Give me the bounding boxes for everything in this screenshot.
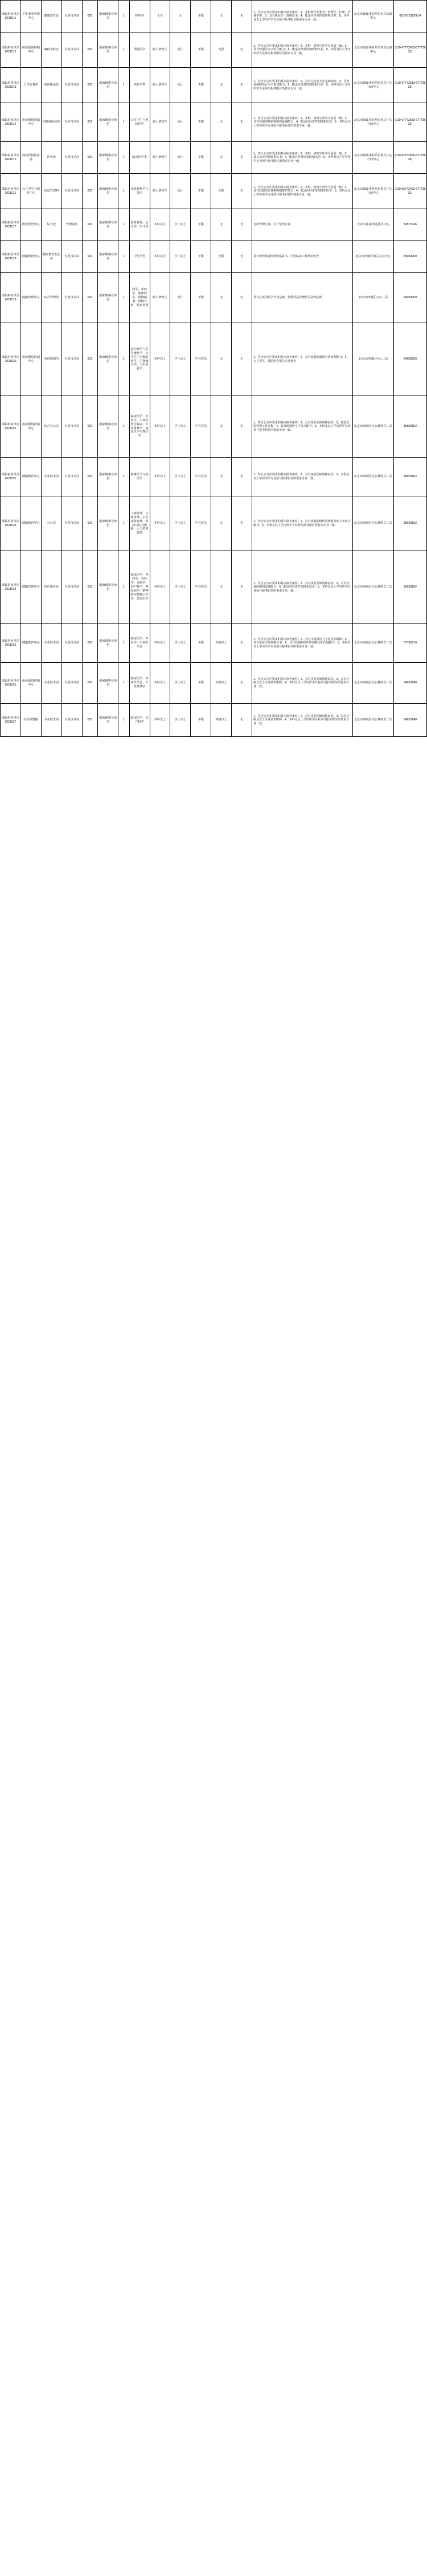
cell-备注: 1、符合公告中要求的基本报考条件；2、具有执业医师资格证书；3、熟悉医院管理工作流程；4、具有较强的文字综合能力；5、本科及以上学历所学专业须与报考职位所要求专业一致。 [252,396,353,458]
cell-备注: 1、符合公告中要求的基本报考条件；2、本科、研究生所学专业需一致；3、具有执业医师资格证书；4、能适应经常性加班和出差；5、本科及以上学历所学专业须与报考职位所要求专业一致。 [252,142,353,174]
table-row [1,32,427,68]
cell-职位代码: 001 [82,663,98,704]
job-listing-sheet [0,0,427,737]
cell-用人司局: 医疗服务处 [41,551,61,624]
cell-基层工作最低年限: 无限 [211,32,232,68]
table-row [1,273,427,323]
cell-服务基层项目工作经历: 无 [232,663,252,704]
cell-职位简介: 国家级事业单位 [98,32,118,68]
cell-考试地点: 北京市西城区办公二层 [352,273,393,323]
cell-单位名称: 健康教育中心 [20,496,41,551]
cell-招考人数: 1 [118,68,129,103]
cell-职位名称: 专业技术岗 [61,68,82,103]
cell-招考人数: 1 [118,663,129,704]
cell-咨询电话: (010-67773633-67773633) [393,103,426,142]
cell-单位名称: 健康教育中心 [20,458,41,496]
cell-职位名称: 专业技术岗 [61,273,82,323]
cell-职位简介: 国家级事业单位 [98,1,118,32]
cell-学位: 硕士 [170,68,191,103]
cell-政治面貌: 中共党员 [191,458,211,496]
cell-政治面貌: 不限 [191,209,211,241]
cell-职位代码: 001 [82,551,98,624]
cell-职位代码: 001 [82,396,98,458]
cell-考试地点: 北京市西城区办公楼机关二层 [352,496,393,551]
cell-单位名称: 西苑医院院务处 [20,142,41,174]
cell-用人司局: 专业技术岗 [41,704,61,737]
table-row [1,142,427,174]
cell-考试地点: 北京市西城区办公楼机关二层 [352,551,393,624]
cell-基层工作最低年限: 无 [211,323,232,396]
table-row [1,174,427,209]
cell-咨询电话: 85950152 [393,458,426,496]
cell-服务基层项目工作经历: 无 [232,396,252,458]
cell-考试地点: 北京市西城区办公楼机关二层 [352,624,393,663]
cell-学历: 本科以上 [150,209,170,241]
cell-专业: 护理学 [129,1,150,32]
cell-政治面貌: 不限 [191,32,211,68]
cell-咨询电话: 84033950 [393,323,426,396]
cell-招考人数: 1 [118,174,129,209]
cell-学历: 大专 [150,1,170,32]
cell-招考人数: 1 [118,496,129,551]
cell-咨询电话: 85950152 [393,496,426,551]
cell-专业: 流行病学与卫生统计学、公共卫生与预防医学、生物统计学、卫生检验学 [129,323,150,396]
cell-学位: 学士以上 [170,704,191,737]
cell-学历: 本科以上 [150,458,170,496]
cell-学位: 学士以上 [170,551,191,624]
cell-备注: 1、符合公告中要求的基本报考条件；2、具有较强的数据分析处理能力；3、公共卫生、预防医学相关专业优先 [252,323,353,396]
cell-专业: 临床医学、中医学、中西医结合 [129,624,150,663]
cell-服务基层项目工作经历: 无 [232,624,252,663]
cell-备注: 1、符合公告中要求的基本报考条件；2、具有执业医师资格证书；3、具有较强的组织协调能力；4、能适应经常性加班和出差；5、本科及以上学历所学专业须与报考职位所要求专业一致。 [252,551,353,624]
cell-专业: 预防医学 [129,32,150,68]
cell-职位简介: 国家级事业单位 [98,209,118,241]
cell-职位简介: 国家级事业单位 [98,142,118,174]
cell-职位名称: 专业技术岗 [61,396,82,458]
cell-考试地点: 北京市西城区机关办公中心 [352,241,393,273]
cell-学位: 学士以上 [170,458,191,496]
cell-招考人数: 1 [118,624,129,663]
cell-咨询电话: 84572046 [393,209,426,241]
cell-政治面貌: 中共党员 [191,396,211,458]
cell-备注: 具有中医执业医师资格证书，中医临床工作经验优先 [252,241,353,273]
cell-政治面貌: 不限 [191,174,211,209]
cell-职位名称: 专业技术岗 [61,241,82,273]
cell-专业: 临床医学、中医学、中西医结合临床、针灸推拿学、康复医学与理疗学 [129,396,150,458]
cell-招考人数: 1 [118,323,129,396]
cell-职位简介: 国家级事业单位 [98,241,118,273]
cell-单位代码: 部属事业单位2021024 [1,551,21,624]
cell-咨询电话: 84952140 [393,663,426,704]
table-row [1,496,427,551]
cell-职位代码: 001 [82,103,98,142]
cell-学历: 硕士研究生 [150,68,170,103]
cell-学历: 硕士研究生 [150,142,170,174]
cell-用人司局: 综合管理处 [41,273,61,323]
cell-单位名称: 疾病预防控制中心 [20,396,41,458]
cell-学位: 硕士 [170,174,191,209]
cell-咨询电话: 67782914 [393,624,426,663]
cell-咨询电话: (010-67773633-67773633) [393,32,426,68]
cell-备注: 1、符合公告中要求的基本报考条件；2、具有执业医师资格证书；3、本科及以上学历所学专业须与报考职位所要求专业一致。 [252,458,353,496]
cell-咨询电话: (010-62772460-67773633) [393,142,426,174]
job-listing-table [0,0,427,737]
cell-招考人数: 1 [118,241,129,273]
cell-专业: 公共卫生与预防医学 [129,103,150,142]
cell-职位名称: 专业技术岗 [61,323,82,396]
cell-服务基层项目工作经历: 无 [232,209,252,241]
cell-职位代码: 001 [82,624,98,663]
cell-招考人数: 1 [118,103,129,142]
cell-职位简介: 国家级事业单位 [98,496,118,551]
cell-单位代码: 部属事业单位2021016 [1,174,21,209]
cell-考试地点: 北京市西城区办公二层 [352,323,393,396]
cell-招考人数: 1 [118,396,129,458]
cell-基层工作最低年限: 无 [211,68,232,103]
cell-考试地点: 北京市西城区办公楼机关二层 [352,458,393,496]
cell-专业: 临床医学、妇产科学 [129,704,150,737]
cell-备注: 1、符合公告中要求的基本报考条件；2、具有中级及以上专业技术职称；3、具有执业医师资格证书；4、具有较强的组织协调能力和沟通能力；5、本科及以上学历所学专业须与报考职位所要求专业一致。 [252,624,353,663]
cell-政治面貌: 中共党员 [191,496,211,551]
cell-职位名称: 专业技术岗 [61,663,82,704]
cell-职位代码: 001 [82,323,98,396]
cell-服务基层项目工作经历: 无 [232,174,252,209]
cell-专业: 计算机科学与技术 [129,174,150,209]
cell-单位名称: 疾病预防控制中心 [20,103,41,142]
cell-用人司局: 专业技术岗 [41,458,61,496]
table-row [1,704,427,737]
cell-单位名称: 健康管理中心 [20,551,41,624]
cell-职位代码: 001 [82,496,98,551]
cell-单位名称: 疾病预防控制中心 [20,32,41,68]
cell-政治面貌: 不限 [191,103,211,142]
cell-学位: 学士以上 [170,663,191,704]
cell-基层工作最低年限: 无 [211,1,232,32]
cell-招考人数: 1 [118,273,129,323]
cell-咨询电话: 85950152 [393,551,426,624]
cell-考试地点: 北京市部属事业单位机关中心行政中心 [352,103,393,142]
cell-服务基层项目工作经历: 无 [232,704,252,737]
cell-职位名称: 专业技术岗 [61,551,82,624]
table-row [1,68,427,103]
cell-职位代码: 001 [82,273,98,323]
cell-基层工作最低年限: 无 [211,551,232,624]
cell-单位代码: 部属事业单位2021025 [1,624,21,663]
cell-学位: 学士以上 [170,396,191,458]
cell-职位简介: 国家级事业单位 [98,624,118,663]
cell-单位代码: 部属事业单位2021019 [1,273,21,323]
cell-政治面貌: 不限 [191,704,211,737]
cell-职位简介: 国家级事业单位 [98,68,118,103]
cell-备注: 1、符合公告中要求的基本报考条件；2、本科、研究生所学专业需一致；3、具有较强的科研和组织协调能力；4、能适应经常性加班和出差；5、本科及以上学历所学专业须与报考职位所要求专业一致。 [252,103,353,142]
table-row [1,551,427,624]
cell-基层工作最低年限: 无限 [211,241,232,273]
cell-职位代码: 001 [82,704,98,737]
cell-用人司局: 结核病防治所 [41,103,61,142]
table-row [1,209,427,241]
cell-用人司局: 综合办公室 [41,396,61,458]
cell-备注: 1、符合公告中要求的基本报考条件；2、具有较强的组织协调能力和文字综合能力；3、本科及以上学历所学专业须与报考职位所要求专业一致。 [252,496,353,551]
cell-招考人数: 1 [118,551,129,624]
cell-政治面貌: 不限 [191,624,211,663]
cell-基层工作最低年限: 无 [211,209,232,241]
cell-专业: 工商管理、行政管理、公共事业管理、劳动与社会保障、人力资源管理 [129,496,150,551]
cell-政治面貌: 不限 [191,241,211,273]
cell-学历: 本科以上 [150,496,170,551]
cell-职位简介: 国家级事业单位 [98,704,118,737]
cell-学历: 本科以上 [150,241,170,273]
cell-用人司局: 健康教育处 [41,1,61,32]
cell-职位代码: 001 [82,174,98,209]
cell-职位名称: 专业技术岗 [61,103,82,142]
cell-职位代码: 001 [82,1,98,32]
cell-职位代码: 001 [82,32,98,68]
cell-基层工作最低年限: 无限 [211,174,232,209]
cell-单位代码: 部属事业单位2021015 [1,142,21,174]
cell-基层工作最低年限: 中级以上 [211,704,232,737]
cell-职位名称: 专业技术岗 [61,142,82,174]
cell-基层工作最低年限: 无 [211,396,232,458]
cell-学位: 硕士 [170,32,191,68]
cell-咨询电话: 85950152 [393,396,426,458]
table-row [1,103,427,142]
cell-用人司局: 综合处 [41,209,61,241]
table-row [1,458,427,496]
table-row [1,1,427,32]
cell-单位代码: 部属事业单位2021013 [1,68,21,103]
cell-单位代码: 部属事业单位2021026 [1,663,21,704]
cell-服务基层项目工作经历: 无 [232,273,252,323]
cell-职位名称: 专业技术岗 [61,174,82,209]
cell-基层工作最低年限: 无 [211,142,232,174]
cell-服务基层项目工作经历: 无 [232,496,252,551]
cell-单位名称: 健康教育中心 [20,241,41,273]
cell-备注: 1、符合公告中要求的基本报考条件；2、本科、研究生所学专业需一致；3、具有较强的计算机网络维护能力；4、能适应经常性加班和出差；5、本科及以上学历所学专业须与报考职位所要求专业一致。 [252,174,353,209]
cell-服务基层项目工作经历: 无 [232,103,252,142]
cell-单位名称: 疾病预防控制中心 [20,663,41,704]
cell-招考人数: 1 [118,1,129,32]
cell-咨询电话: 84033950 [393,273,426,323]
cell-备注: 1、符合公告中要求的基本报考条件；2、具有执业医师资格证书；3、具有中级及以上专业技术职称；4、本科及以上学历所学专业须与报考职位所要求专业一致。 [252,704,353,737]
cell-单位代码: 部属事业单位2021020 [1,323,21,396]
cell-单位代码: 部属事业单位2021022 [1,458,21,496]
cell-服务基层项目工作经历: 无 [232,551,252,624]
cell-学历: 本科以上 [150,323,170,396]
cell-基层工作最低年限: 无 [211,496,232,551]
cell-备注: 1、符合公告中要求的基本报考条件；2、具有扎实的专业基础知识；3、具有较强的语言文字表达能力；4、能适应经常性加班和出差；5、本科及以上学历所学专业须与报考职位所要求专业一致。 [252,68,353,103]
cell-专业: 药学、中药学、临床药学、药物制剂、药物分析、药事管理 [129,273,150,323]
cell-用人司局: 信息管理科 [41,174,61,209]
cell-职位代码: 001 [82,142,98,174]
table-row [1,323,427,396]
cell-招考人数: 1 [118,32,129,68]
cell-学历: 本科以上 [150,396,170,458]
cell-专业: 财务管理、会计学、审计学 [129,209,150,241]
cell-学历: 硕士研究生 [150,103,170,142]
cell-服务基层项目工作经历: 无 [232,323,252,396]
cell-备注: 1、符合公告中要求的基本报考条件；2、本科、研究生所学专业需一致；3、具有较强的文字综合能力；4、能适应经常性加班和出差；5、本科及以上学历所学专业须与报考职位所要求专业一致。 [252,32,353,68]
cell-考试地点: 北京市部属事业单位机关行政中心 [352,1,393,32]
cell-考试地点: 北京市部属事业单位机关中心行政中心 [352,68,393,103]
cell-职位名称: 专业技术岗 [61,496,82,551]
cell-职位名称: 专业技术岗 [61,32,82,68]
cell-单位名称: 医政医管中心 [20,209,41,241]
cell-专业: 中医学类 [129,241,150,273]
cell-职位代码: 001 [82,241,98,273]
cell-学历: 硕士研究生 [150,32,170,68]
cell-用人司局: 专业技术岗 [41,624,61,663]
cell-学位: 硕士 [170,103,191,142]
cell-基层工作最低年限: 中级以上 [211,663,232,704]
cell-考试地点: 北京市西城区办公楼机关二层 [352,663,393,704]
cell-考试地点: 北京市部属事业单位机关中心行政中心 [352,142,393,174]
cell-基层工作最低年限: 无 [211,273,232,323]
cell-学位: 学士以上 [170,323,191,396]
cell-基层工作最低年限: 无 [211,458,232,496]
cell-单位代码: 部属事业单位2021017 [1,209,21,241]
cell-用人司局: 免疫规划所 [41,323,61,396]
cell-单位名称: 公共卫生与预防中心 [20,174,41,209]
cell-基层工作最低年限: 中级以上 [211,624,232,663]
cell-单位代码: 部属事业单位2021012 [1,32,21,68]
cell-职位简介: 国家级事业单位 [98,551,118,624]
cell-学历: 本科以上 [150,704,170,737]
cell-学位: 无 [170,1,191,32]
cell-专业: 临床医学类 [129,142,150,174]
cell-考试地点: 北京市西城区办公楼机关二层 [352,396,393,458]
cell-职位简介: 国家级事业单位 [98,396,118,458]
cell-备注: 行政管理专业、会计学类专业 [252,209,353,241]
cell-咨询电话: (010-62772460-67773633) [393,174,426,209]
table-row [1,396,427,458]
table-row [1,663,427,704]
cell-招考人数: 1 [118,458,129,496]
cell-政治面貌: 不限 [191,1,211,32]
cell-职位代码: 001 [82,68,98,103]
cell-用人司局: 健康教育办公室 [41,241,61,273]
cell-招考人数: 1 [118,142,129,174]
cell-专业: 西药学类 [129,68,150,103]
cell-职位简介: 国家级事业单位 [98,103,118,142]
cell-咨询电话: 84952140 [393,704,426,737]
cell-咨询电话: 84033950 [393,241,426,273]
cell-专业: 影像医学与核医学 [129,458,150,496]
cell-单位名称: 卫生监督所 [20,68,41,103]
cell-单位名称: 健康教育中心 [20,624,41,663]
cell-学历: 本科以上 [150,624,170,663]
cell-专业: 临床医学、内科学、外科学、儿科学、妇产科学、神经病学、精神病与精神卫生学、急诊医学 [129,551,150,624]
cell-职位简介: 国家级事业单位 [98,273,118,323]
cell-单位名称: 卫生事业管理中心 [20,1,41,32]
cell-学历: 本科以上 [150,551,170,624]
cell-学历: 硕士研究生 [150,174,170,209]
cell-考试地点: 北京市西城区办公楼机关二层 [352,704,393,737]
cell-服务基层项目工作经历: 无 [232,1,252,32]
cell-政治面貌: 中共党员 [191,323,211,396]
cell-学位: 硕士 [170,142,191,174]
cell-考试地点: 北京市孔庙街道社区中心 [352,209,393,241]
cell-备注: 1、符合公告中要求的基本报考条件；2、具有执业医师资格证书；3、具有中级及以上专业技术职称；4、本科及以上学历所学专业须与报考职位所要求专业一致。 [252,663,353,704]
cell-单位代码: 部属事业单位2021023 [1,496,21,551]
cell-备注: 1、符合公告中要求的基本报考条件；2、本科所学专业为：护理学、护理、护理学类；3、具有执业护士资格证书；4、能适应经常性加班和出差；5、本科及以上学历所学专业须与报考职位所要求专业一致。 [252,1,353,32]
cell-考试地点: 北京市部属事业单位机关中心行政中心 [352,174,393,209]
cell-服务基层项目工作经历: 无 [232,241,252,273]
cell-政治面貌: 不限 [191,68,211,103]
cell-用人司局: 麻疹室科室 [41,32,61,68]
table-row [1,241,427,273]
cell-用人司局: 监督执法处 [41,68,61,103]
cell-服务基层项目工作经历: 无 [232,458,252,496]
table-row [1,624,427,663]
cell-单位代码: 部属事业单位2021014 [1,103,21,142]
cell-学历: 本科以上 [150,663,170,704]
cell-学位: 硕士 [170,273,191,323]
cell-职位名称: 管理岗位 [61,209,82,241]
cell-单位代码: 部属事业单位2021027 [1,704,21,737]
cell-政治面貌: 不限 [191,142,211,174]
cell-学位: 学士以上 [170,209,191,241]
cell-基层工作最低年限: 无 [211,103,232,142]
cell-学历: 硕士研究生 [150,273,170,323]
cell-职位代码: 001 [82,458,98,496]
cell-学位: 学士以上 [170,624,191,663]
cell-职位简介: 国家级事业单位 [98,323,118,396]
cell-学位: 学士以上 [170,241,191,273]
cell-用人司局: 办公室 [41,496,61,551]
cell-服务基层项目工作经历: 无 [232,32,252,68]
cell-单位名称: 疾病预防控制中心 [20,323,41,396]
cell-职位简介: 国家级事业单位 [98,663,118,704]
cell-职位简介: 国家级事业单位 [98,174,118,209]
cell-专业: 临床医学、中西医结合、针灸推拿学 [129,663,150,704]
cell-考试地点: 北京市部属事业单位机关行政中心 [352,32,393,68]
cell-职位简介: 国家级事业单位 [98,458,118,496]
cell-单位名称: 健康管理中心 [20,273,41,323]
cell-单位代码: 部属事业单位2021011 [1,1,21,32]
cell-单位代码: 部属事业单位2021018 [1,241,21,273]
cell-单位名称: 妇幼保健院 [20,704,41,737]
cell-政治面貌: 不限 [191,663,211,704]
cell-备注: 具有扎实的药学专业基础，熟悉药品管理相关法律法规 [252,273,353,323]
cell-招考人数: 1 [118,704,129,737]
cell-职位名称: 专业技术岗 [61,1,82,32]
cell-单位代码: 部属事业单位2021021 [1,396,21,458]
cell-用人司局: 医务处 [41,142,61,174]
cell-学位: 学士以上 [170,496,191,551]
cell-服务基层项目工作经历: 无 [232,68,252,103]
cell-职位名称: 专业技术岗 [61,704,82,737]
cell-用人司局: 专业技术岗 [41,663,61,704]
cell-招考人数: 1 [118,209,129,241]
cell-职位代码: 001 [82,209,98,241]
cell-咨询电话: (010-67773633-67773633) [393,68,426,103]
cell-职位名称: 专业技术岗 [61,624,82,663]
cell-服务基层项目工作经历: 无 [232,142,252,174]
cell-咨询电话: 010-87538293 4 [393,1,426,32]
cell-政治面貌: 中共党员 [191,551,211,624]
cell-政治面貌: 不限 [191,273,211,323]
cell-职位名称: 专业技术岗 [61,458,82,496]
